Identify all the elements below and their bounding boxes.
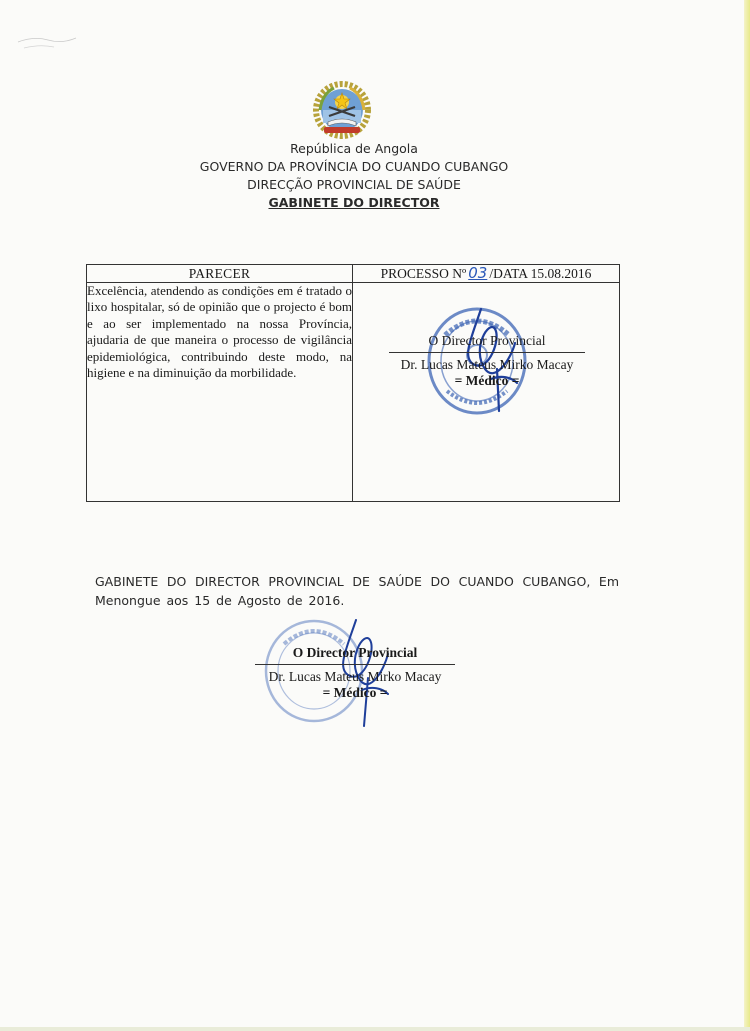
opinion-text: Excelência, atendendo as condições em é tratado o lixo hospitalar, só de opinião que o projecto é bom e ao ser implementado na nossa Província, ajudaria de que maneira o processo de vigilância epidemiológica, contribuindo deste modo, na higiene e na diminuição da morbilidade. (87, 283, 353, 502)
process-header (353, 265, 620, 283)
process-prefix: PROCESSO Nº (380, 266, 467, 281)
bottom-signature-title: O Director Provincial (292, 645, 418, 660)
scan-edge-bottom (0, 1027, 750, 1031)
header-office: GABINETE DO DIRECTOR (268, 195, 440, 210)
parecer-header: PARECER (87, 265, 353, 283)
bottom-signature-line (255, 664, 455, 665)
bottom-signature-role: = Médico = (322, 685, 388, 700)
process-date: /DATA 15.08.2016 (489, 266, 592, 281)
signature-title: O Director Provincial (428, 333, 546, 348)
scan-marks (14, 30, 94, 60)
closing-paragraph: GABINETE DO DIRECTOR PROVINCIAL DE SAÚDE DO CUANDO CUBANGO, Em Menongue aos 15 de Agosto de 2016. (95, 574, 619, 608)
header-government: GOVERNO DA PROVÍNCIA DO CUANDO CUBANGO (199, 159, 509, 174)
signature-line (389, 352, 585, 353)
signature-name: Dr. Lucas Mateus Mirko Macay (400, 357, 574, 372)
header-directorate: DIRECÇÃO PROVINCIAL DE SAÚDE (247, 177, 461, 192)
process-number: 03 (468, 264, 488, 282)
bottom-signature-block (255, 645, 455, 701)
signature-role: = Médico = (454, 373, 520, 388)
parecer-table (86, 264, 620, 502)
angola-coat-of-arms-icon (312, 80, 372, 140)
signature-block (389, 333, 585, 389)
bottom-signature-name: Dr. Lucas Mateus Mirko Macay (268, 669, 442, 684)
header-country: República de Angola (290, 141, 418, 156)
scan-edge-right (744, 0, 750, 1031)
signature-cell (353, 283, 620, 502)
document-header (0, 140, 708, 212)
